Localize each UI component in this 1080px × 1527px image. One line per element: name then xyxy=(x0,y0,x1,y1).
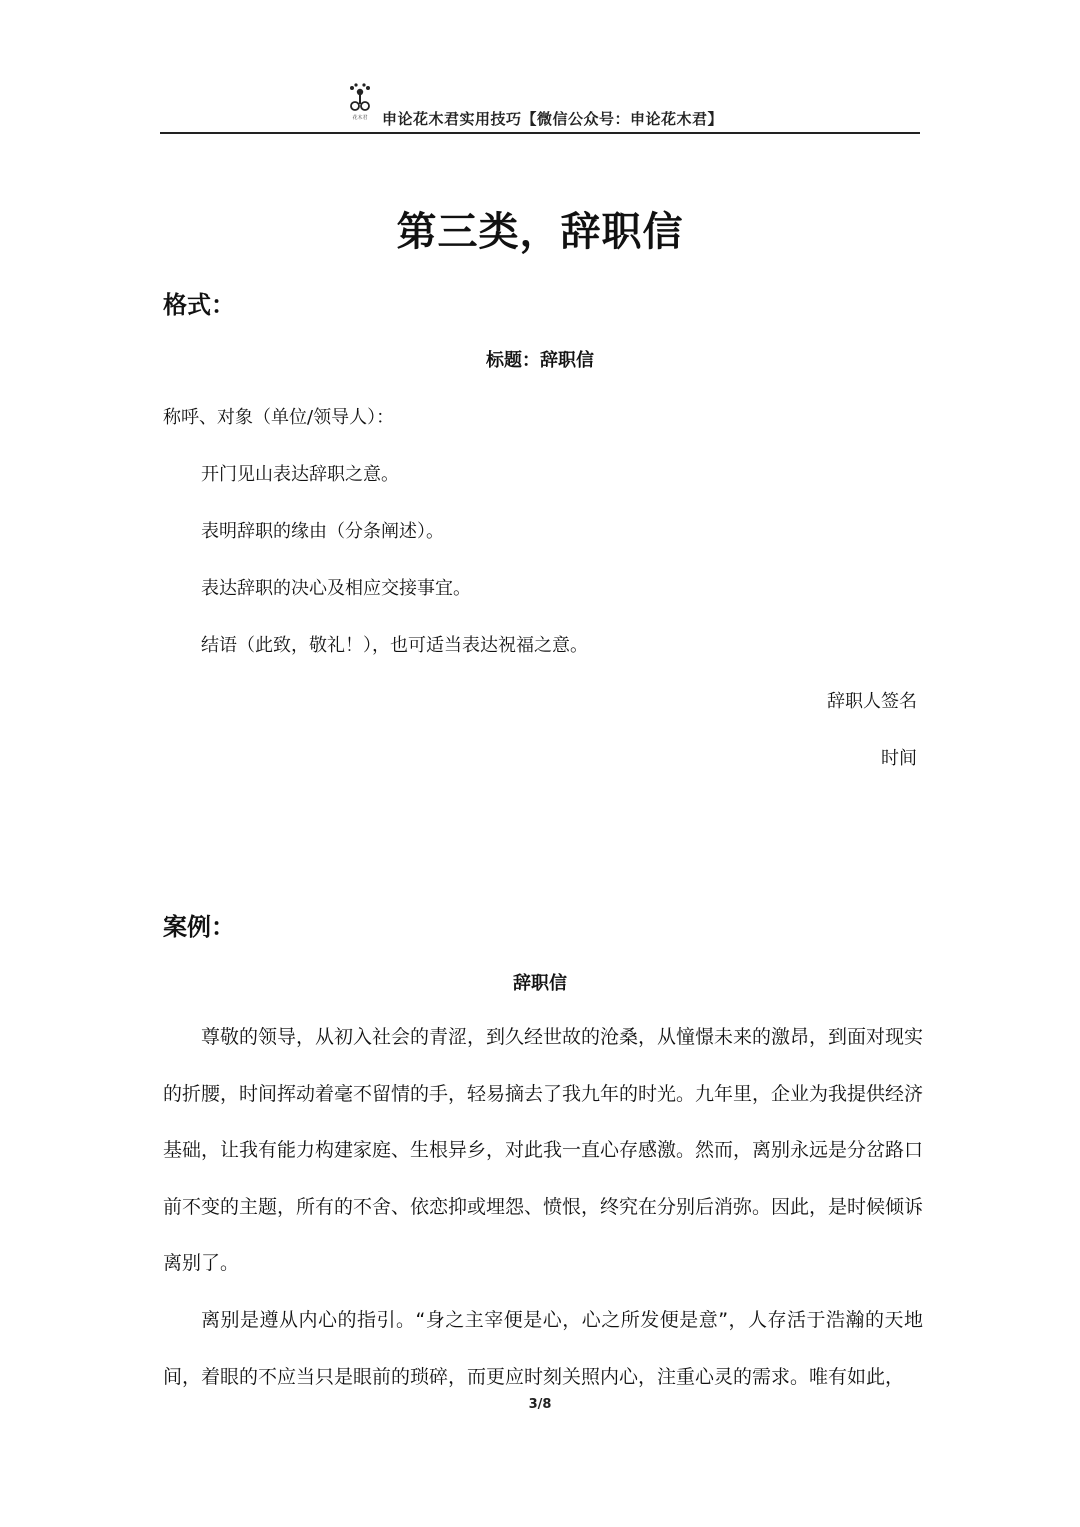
page-header xyxy=(160,78,920,134)
format-item: 表达辞职的决心及相应交接事宜。 xyxy=(201,578,471,599)
date-line: 时间 xyxy=(881,748,917,769)
letter-paragraph: 离别是遵从内心的指引。“身之主宰便是心，心之所发便是意”，人存活于浩瀚的天地间，着眼的不应当只是眼前的琐碎，而更应时刻关照内心，注重心灵的需求。唯有如此， xyxy=(163,1309,923,1388)
logo-text: 花木君 xyxy=(352,115,368,121)
document-title: 第三类，辞职信 xyxy=(396,209,684,255)
format-item: 表明辞职的缘由（分条阐述）。 xyxy=(201,521,444,542)
page-number: 3/8 xyxy=(528,1397,552,1412)
format-subtitle: 标题：辞职信 xyxy=(486,350,594,371)
signature-line: 辞职人签名 xyxy=(827,691,917,712)
format-item: 开门见山表达辞职之意。 xyxy=(201,464,399,485)
letter-title: 辞职信 xyxy=(513,973,567,994)
salutation-line: 称呼、对象（单位/领导人）： xyxy=(163,407,395,428)
format-heading: 格式： xyxy=(163,291,235,319)
header-title: 申论花木君实用技巧【微信公众号：申论花木君】 xyxy=(382,110,724,128)
example-heading: 案例： xyxy=(163,913,235,941)
brand-logo-icon xyxy=(346,82,374,124)
letter-paragraph: 尊敬的领导，从初入社会的青涩，到久经世故的沧桑，从憧憬未来的激昂，到面对现实的折腰，时间挥动着毫不留情的手，轻易摘去了我九年的时光。九年里，企业为我提供经济基础，让我有能力构建家庭、生根异乡，对此我一直心存感激。然而，离别永远是分岔路口前不变的主题，所有的不舍、依恋抑或埋怨、愤恨，终究在分别后消弥。因此，是时候倾诉离别了。 xyxy=(163,1026,924,1274)
format-item: 结语（此致，敬礼！），也可适当表达祝福之意。 xyxy=(201,635,588,656)
